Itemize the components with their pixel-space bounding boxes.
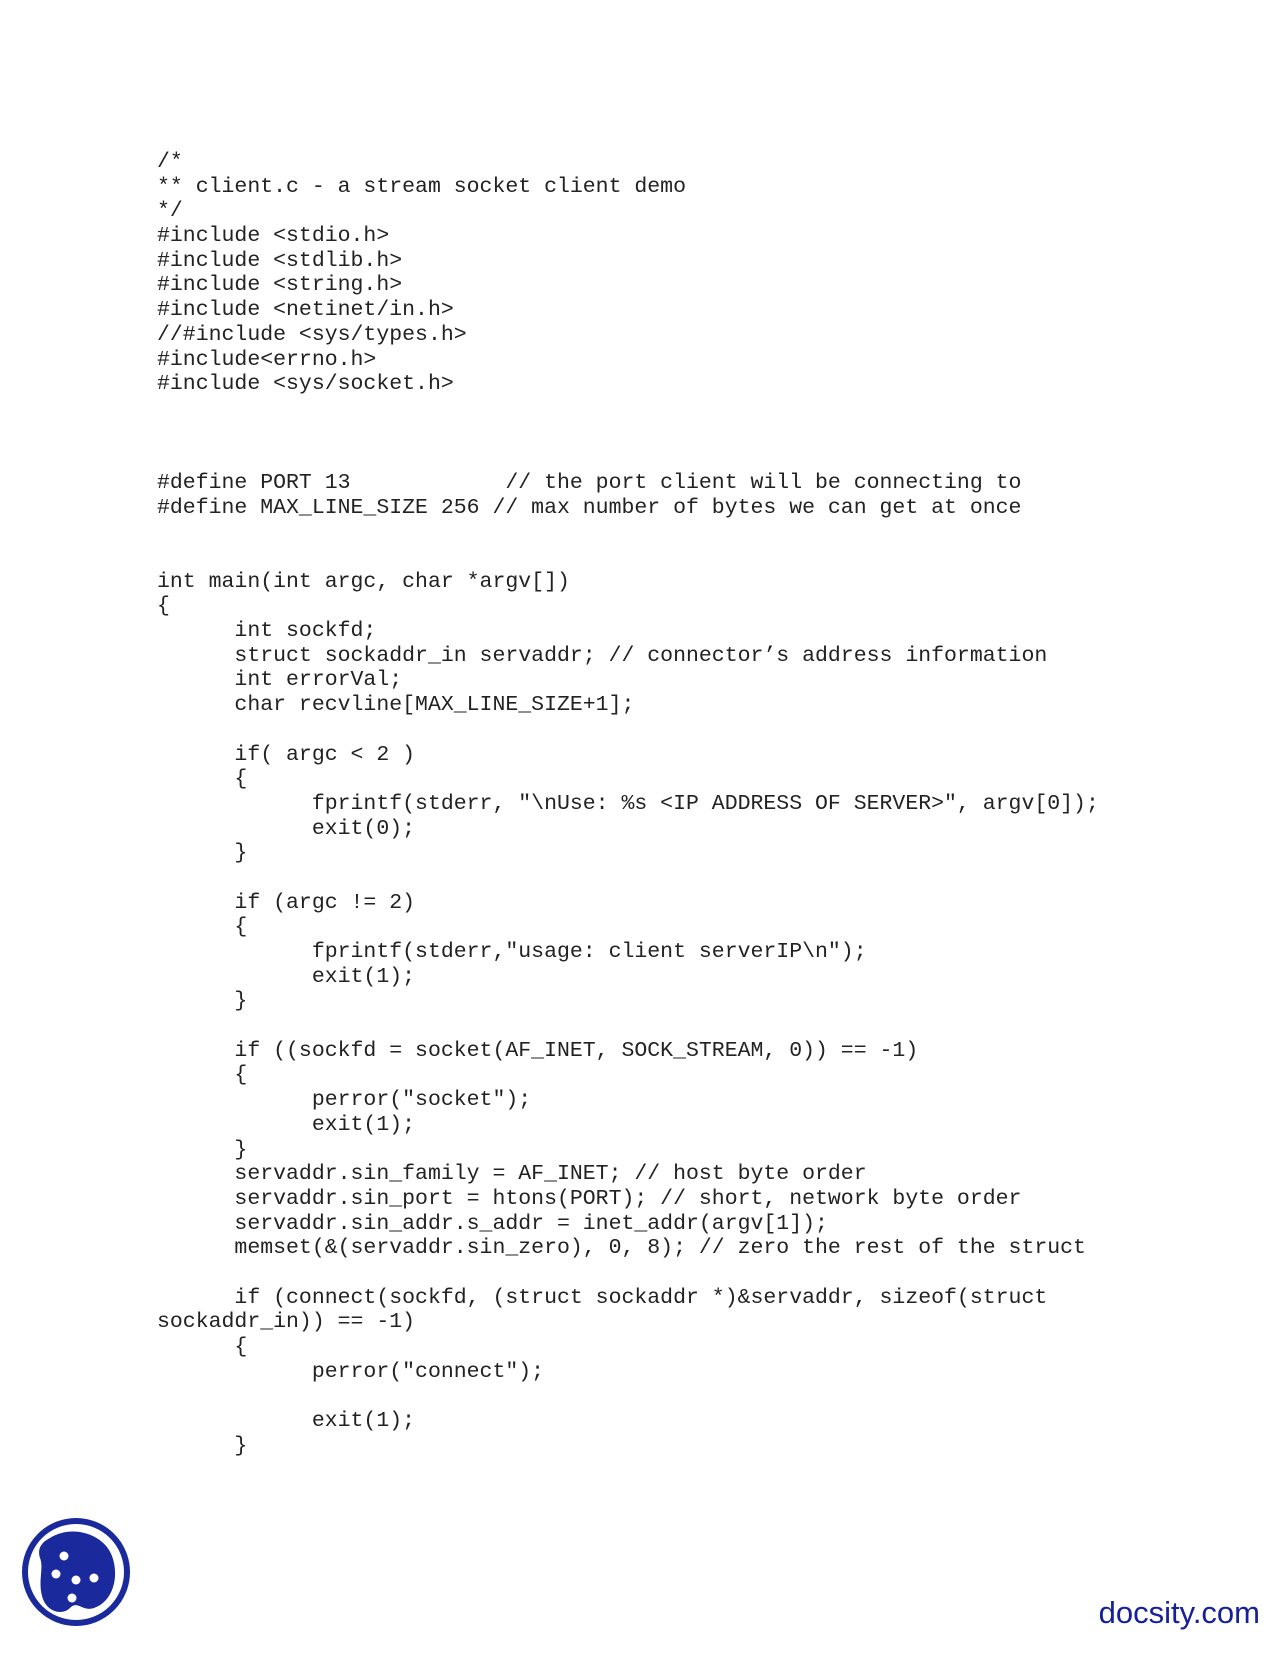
code-line — [157, 446, 1099, 471]
code-line: { — [157, 915, 248, 940]
code-line: servaddr.sin_port = htons(PORT); // short, network byte order — [157, 1186, 1022, 1211]
code-line — [157, 1014, 1099, 1039]
code-line: if (connect(sockfd, (struct sockaddr *)&servaddr, sizeof(struct — [157, 1285, 1048, 1310]
code-line: exit(0); — [157, 816, 416, 841]
code-line: char recvline[MAX_LINE_SIZE+1]; — [157, 693, 635, 718]
code-line — [157, 1384, 1099, 1409]
code-line — [157, 1261, 1099, 1286]
code-line: #include <string.h> — [157, 273, 403, 298]
code-line: exit(1); — [157, 964, 416, 989]
code-line: int main(int argc, char *argv[]) — [157, 569, 570, 594]
code-line — [157, 520, 1099, 545]
code-line: int errorVal; — [157, 668, 403, 693]
code-line: } — [157, 841, 248, 866]
code-line — [157, 866, 1099, 891]
code-listing — [157, 150, 1099, 1458]
code-line: perror("connect"); — [157, 1359, 545, 1384]
code-line: servaddr.sin_addr.s_addr = inet_addr(argv[1]); — [157, 1211, 828, 1236]
code-line: exit(1); — [157, 1112, 416, 1137]
code-line: int sockfd; — [157, 619, 377, 644]
code-line: /* — [157, 150, 183, 174]
code-line: if ((sockfd = socket(AF_INET, SOCK_STREAM, 0)) == -1) — [157, 1038, 919, 1063]
code-line: #define MAX_LINE_SIZE 256 // max number of bytes we can get at once — [157, 495, 1022, 520]
code-line: //#include <sys/types.h> — [157, 322, 467, 347]
code-line: fprintf(stderr,"usage: client serverIP\n"); — [157, 940, 867, 964]
code-line: #define PORT 13 // the port client will be connecting to — [157, 470, 1022, 495]
code-line — [157, 718, 1099, 743]
code-line: fprintf(stderr, "\nUse: %s <IP ADDRESS OF SERVER>", argv[0]); — [157, 791, 1099, 816]
code-line: #include <netinet/in.h> — [157, 298, 454, 323]
code-line: if (argc != 2) — [157, 890, 416, 915]
code-line: sockaddr_in)) == -1) — [157, 1310, 416, 1335]
code-line: } — [157, 989, 248, 1014]
code-line: exit(1); — [157, 1409, 416, 1434]
code-line: if( argc < 2 ) — [157, 742, 416, 767]
code-line — [157, 422, 1099, 447]
code-line: servaddr.sin_family = AF_INET; // host byte order — [157, 1162, 867, 1187]
code-line: #include<errno.h> — [157, 347, 377, 372]
docsity-brand-text[interactable]: docsity.com — [1098, 1595, 1260, 1630]
code-line: memset(&(servaddr.sin_zero), 0, 8); // zero the rest of the struct — [157, 1236, 1086, 1261]
code-line: } — [157, 1433, 248, 1458]
code-line: } — [157, 1137, 248, 1162]
code-line: { — [157, 1335, 248, 1359]
code-line: { — [157, 767, 248, 792]
code-line: ** client.c - a stream socket client demo — [157, 174, 686, 199]
code-line: #include <stdio.h> — [157, 224, 390, 249]
code-line — [157, 545, 1099, 570]
code-line: { — [157, 1063, 248, 1088]
code-line: */ — [157, 199, 183, 224]
code-line: #include <sys/socket.h> — [157, 372, 454, 397]
docsity-logo-icon — [20, 1516, 132, 1628]
code-line: perror("socket"); — [157, 1088, 532, 1113]
code-line: struct sockaddr_in servaddr; // connector’s address information — [157, 643, 1048, 668]
code-line: { — [157, 594, 170, 619]
code-line — [157, 397, 1099, 422]
code-line: #include <stdlib.h> — [157, 248, 403, 273]
